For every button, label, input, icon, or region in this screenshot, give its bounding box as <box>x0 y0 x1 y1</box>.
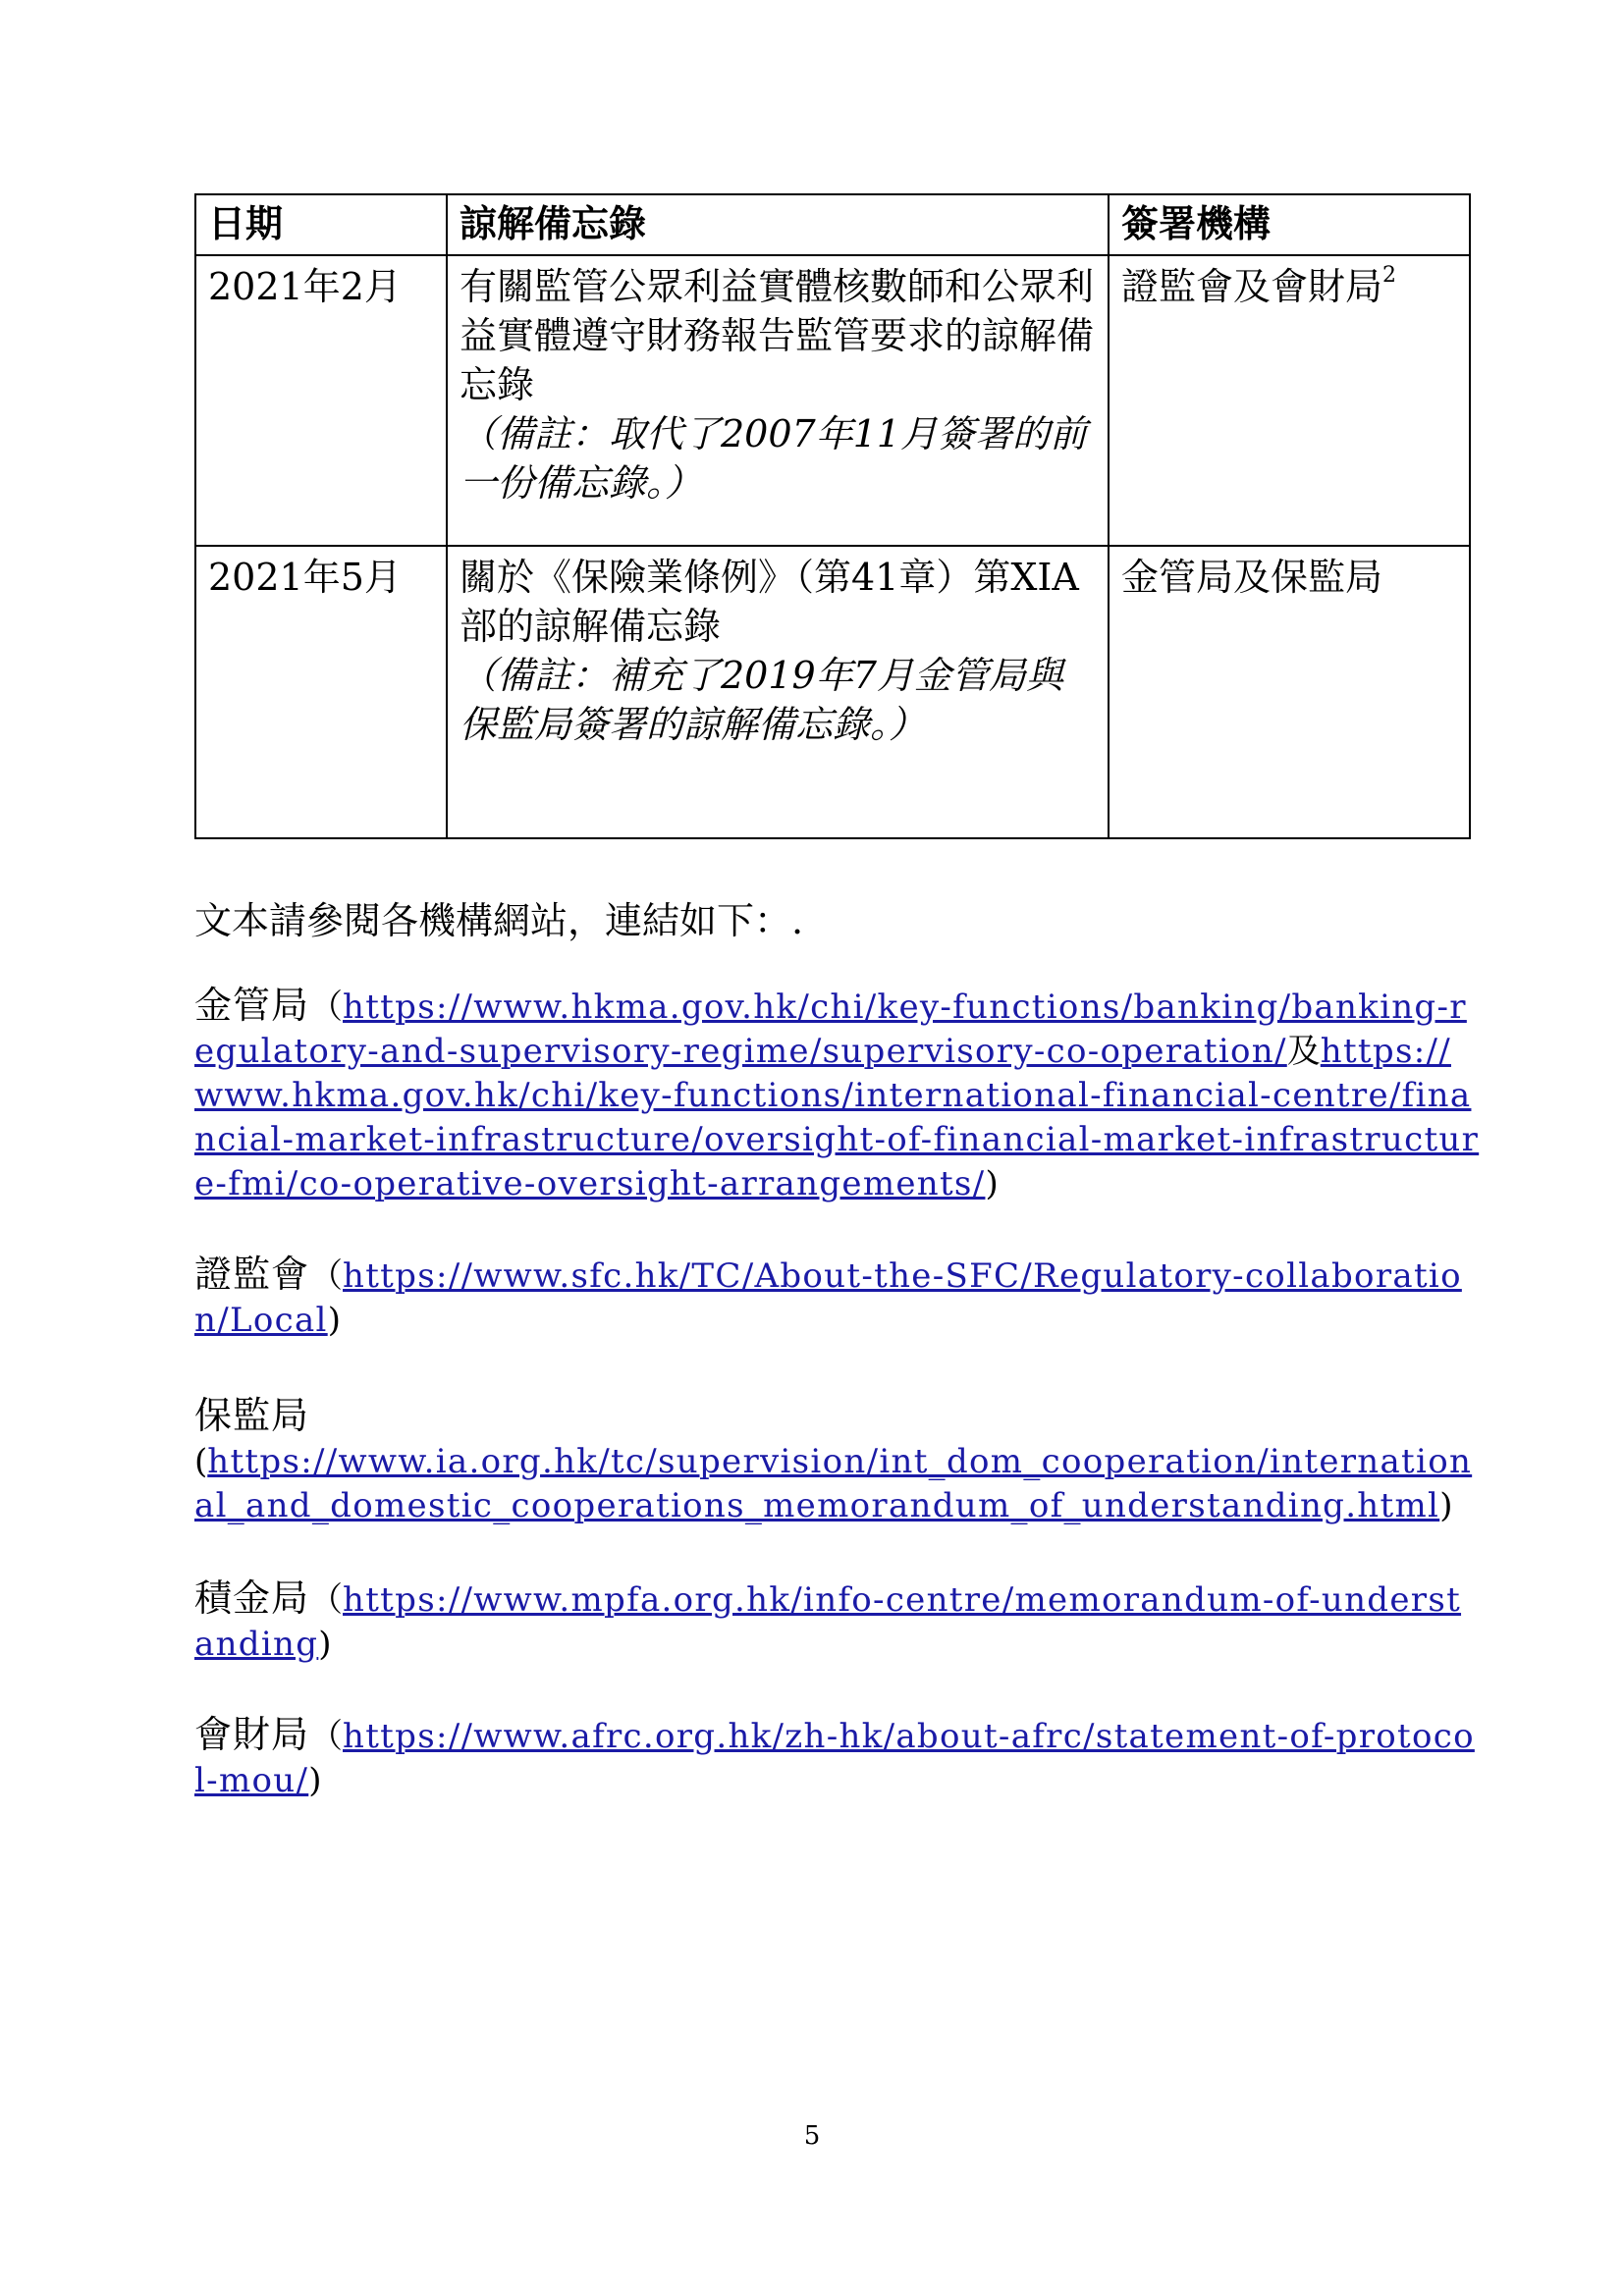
row-signatories: 金管局及保監局 <box>1109 546 1470 838</box>
sfc-link[interactable]: https://www.sfc.hk/TC/About-the-SFC/Regulatory-collaboration/Local <box>194 1256 1462 1340</box>
page-number: 5 <box>803 2121 821 2151</box>
mou-table <box>194 193 1471 839</box>
close-paren: ) <box>1439 1486 1453 1525</box>
links-intro: 文本請參閱各機構網站，連結如下：. <box>194 899 804 942</box>
header-date: 日期 <box>195 194 447 255</box>
hkma-links <box>194 984 1481 1206</box>
open-paren: （ <box>309 1717 344 1756</box>
afrc-links <box>194 1713 1481 1803</box>
close-paren: ) <box>308 1761 322 1800</box>
open-paren: （ <box>309 1256 344 1296</box>
mou-title: 有關監管公眾利益實體核數師和公眾利益實體遵守財務報告監管要求的諒解備忘錄 <box>460 265 1095 406</box>
agency-name: 會財局 <box>194 1713 310 1756</box>
row-mou <box>447 255 1109 546</box>
agency-name: 金管局 <box>194 984 310 1027</box>
row-signatories <box>1109 255 1470 546</box>
hkma-link-2[interactable]: https://www.hkma.gov.hk/chi/key-functions/international-financial-centre/financial-market-infrastructure/oversight-of-financial-market-infrastructure-fmi/co-operative-oversight-arrangements/ <box>194 1032 1480 1203</box>
hkma-link-1[interactable]: https://www.hkma.gov.hk/chi/key-functions/banking/banking-regulatory-and-supervisory-regime/supervisory-co-operation/ <box>194 988 1467 1071</box>
open-paren: （ <box>309 1580 344 1620</box>
sfc-links <box>194 1253 1481 1343</box>
table-row <box>195 255 1470 546</box>
table-row <box>195 546 1470 838</box>
close-paren: ) <box>985 1164 999 1203</box>
row-mou <box>447 546 1109 838</box>
header-mou: 諒解備忘錄 <box>447 194 1109 255</box>
agency-name: 積金局 <box>194 1576 310 1620</box>
afrc-link[interactable]: https://www.afrc.org.hk/zh-hk/about-afrc/statement-of-protocol-mou/ <box>194 1717 1475 1800</box>
mpfa-links <box>194 1576 1481 1667</box>
close-paren: ) <box>318 1625 332 1664</box>
mpfa-link[interactable]: https://www.mpfa.org.hk/info-centre/memorandum-of-understanding <box>194 1580 1462 1664</box>
open-paren: ( <box>194 1442 208 1481</box>
close-paren: ) <box>327 1301 341 1340</box>
ia-links <box>194 1394 1481 1528</box>
signatories-text: 證監會及會財局 <box>1121 265 1383 308</box>
open-paren: （ <box>309 988 344 1027</box>
table-header-row <box>195 194 1470 255</box>
mou-note: （備註：補充了2019年7月金管局與保監局簽署的諒解備忘錄。） <box>460 654 1063 746</box>
conjunction-text: 及 <box>1286 1032 1321 1071</box>
row-date: 2021年5月 <box>195 546 447 838</box>
ia-link[interactable]: https://www.ia.org.hk/tc/supervision/int_dom_cooperation/international_and_domestic_cooperations_memorandum_of_understanding.html <box>194 1442 1473 1525</box>
footnote-ref[interactable]: 2 <box>1382 263 1397 289</box>
agency-name: 證監會 <box>194 1253 310 1296</box>
row-date: 2021年2月 <box>195 255 447 546</box>
mou-note: （備註：取代了2007年11月簽署的前一份備忘錄。） <box>460 412 1088 505</box>
header-signatories: 簽署機構 <box>1109 194 1470 255</box>
mou-title: 關於《保險業條例》（第41章）第XIA部的諒解備忘錄 <box>460 556 1079 648</box>
agency-name: 保監局 <box>194 1394 310 1437</box>
